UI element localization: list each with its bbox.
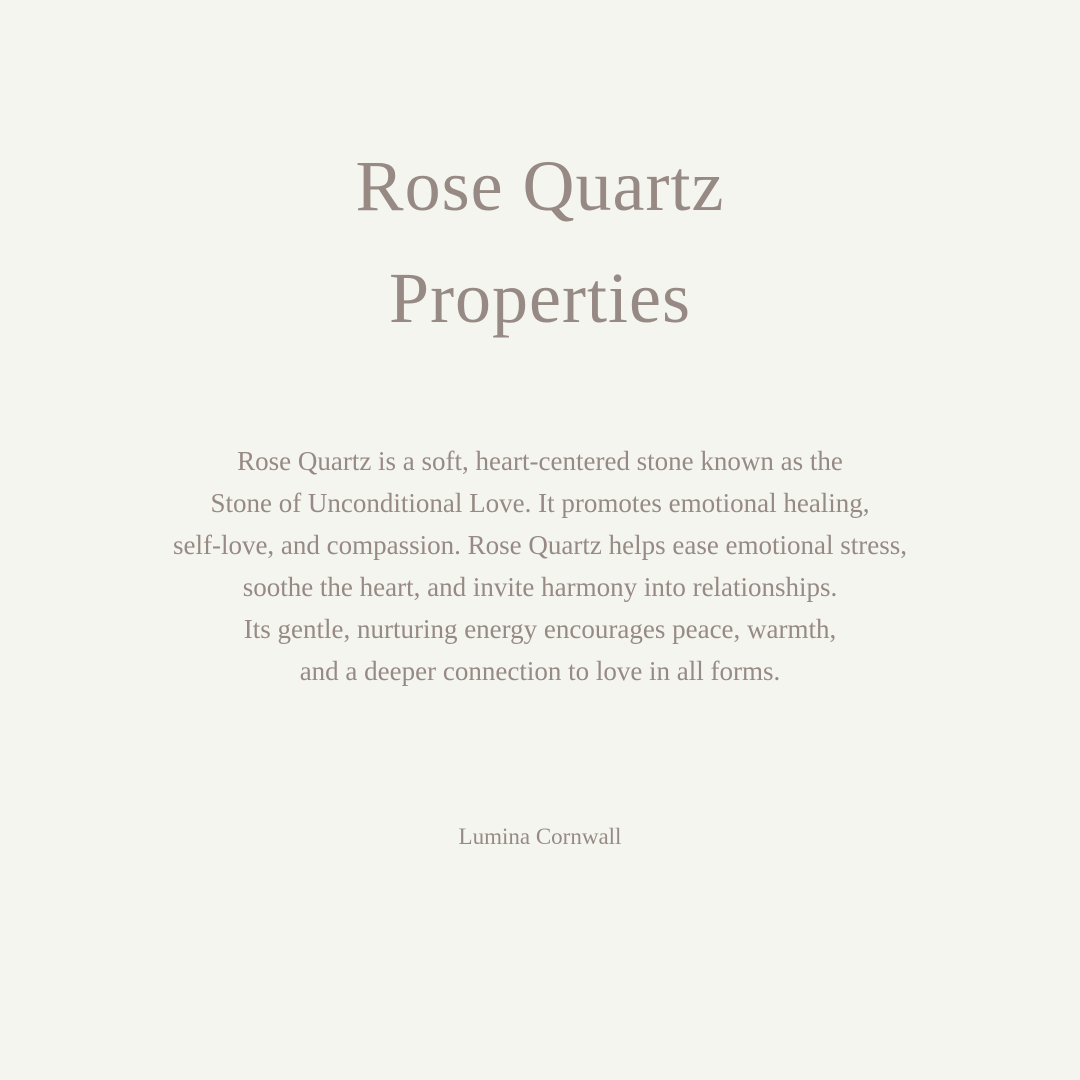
description-line: self-love, and compassion. Rose Quartz helps ease emotional stress, (172, 530, 908, 560)
author-name: Lumina Cornwall (458, 824, 622, 849)
description-line: and a deeper connection to love in all forms. (299, 656, 781, 686)
description-line: Rose Quartz is a soft, heart-centered stone known as the (237, 446, 843, 476)
page-title-line-2: Properties (389, 258, 691, 338)
description-line: Its gentle, nurturing energy encourages peace, warmth, (243, 614, 837, 644)
description-line: soothe the heart, and invite harmony into relationships. (242, 572, 838, 602)
description-line: Stone of Unconditional Love. It promotes emotional healing, (210, 488, 870, 518)
description-paragraph (0, 440, 1080, 692)
page-title-line-1: Rose Quartz (355, 146, 725, 226)
